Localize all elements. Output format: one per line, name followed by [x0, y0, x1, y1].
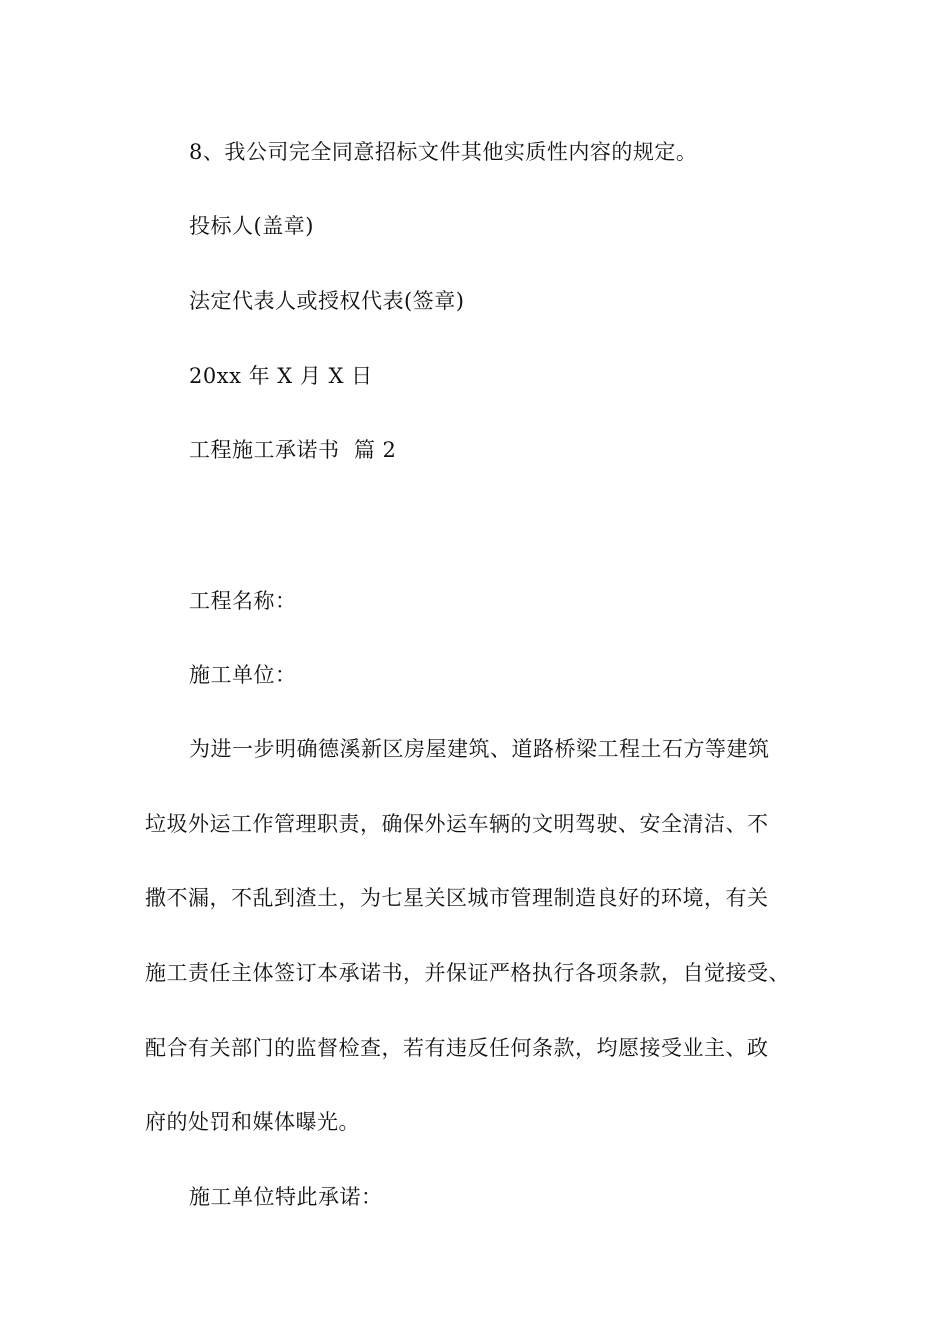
signing-date: 20xx 年 X 月 X 日 — [189, 364, 373, 388]
paragraph-line: 府的处罚和媒体曝光。 — [145, 1110, 360, 1134]
paragraph-line: 垃圾外运工作管理职责，确保外运车辆的文明驾驶、安全清洁、不 — [145, 812, 769, 836]
paragraph-line: 撒不漏，不乱到渣土，为七星关区城市管理制造良好的环境，有关 — [145, 886, 769, 910]
construction-unit-label: 施工单位： — [189, 663, 297, 687]
bidder-seal-label: 投标人(盖章) — [189, 214, 314, 238]
project-name-label: 工程名称： — [189, 589, 297, 613]
paragraph-line: 施工责任主体签订本承诺书，并保证严格执行各项条款，自觉接受、 — [145, 961, 790, 985]
commitment-label: 施工单位特此承诺： — [189, 1185, 383, 1209]
clause-8: 8、我公司完全同意招标文件其他实质性内容的规定。 — [189, 140, 698, 164]
paragraph-line: 为进一步明确德溪新区房屋建筑、道路桥梁工程土石方等建筑 — [189, 737, 770, 761]
representative-signature-label: 法定代表人或授权代表(签章) — [189, 289, 465, 313]
paragraph-line: 配合有关部门的监督检查，若有违反任何条款，均愿接受业主、政 — [145, 1036, 769, 1060]
section-title: 工程施工承诺书 篇 2 — [189, 438, 397, 462]
